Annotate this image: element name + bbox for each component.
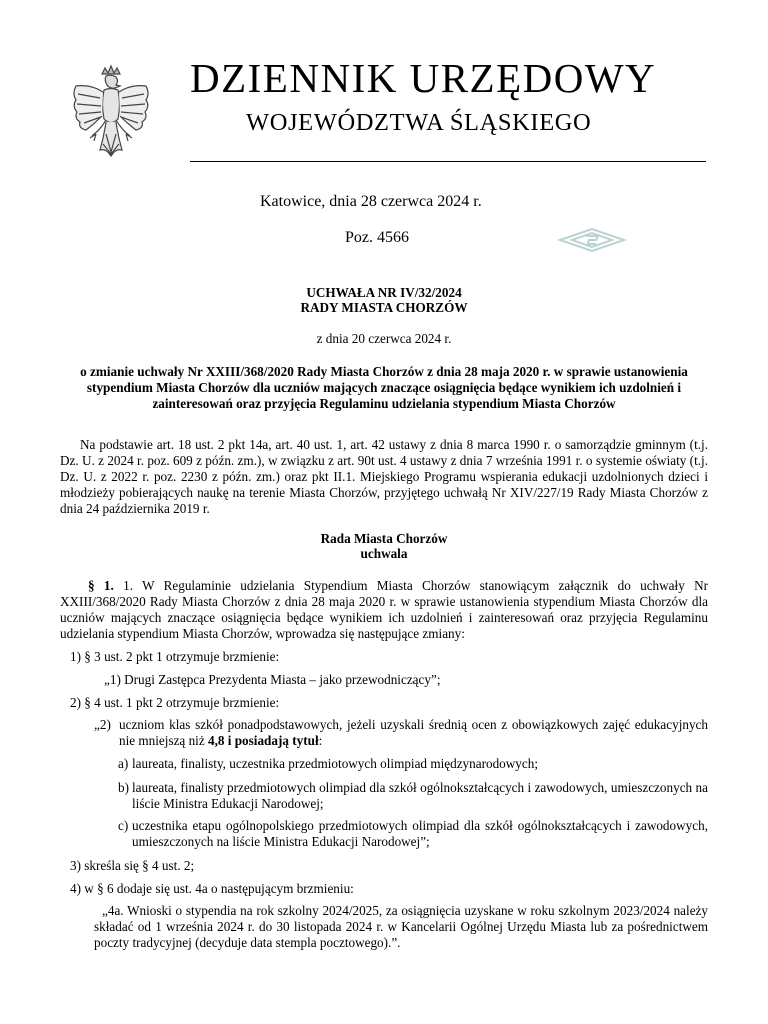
resolution-subject: o zmianie uchwały Nr XXIII/368/2020 Rady Miasta Chorzów z dnia 28 maja 2020 r. w sprawie ustanowienia stypendium Miasta Chorzów dla uczniów mających znaczące osiągnięcia będące wynikiem ich uzdolnień i zainteresowań oraz przyjęcia Regulaminu udzielania stypendium Miasta Chorzów <box>80 364 688 411</box>
electronic-stamp-icon <box>556 226 628 254</box>
subpoint-b-label: b) <box>118 780 129 795</box>
section-1-text: 1. W Regulaminie udzielania Stypendium Miasta Chorzów stanowiącym załącznik do uchwały Nr XXIII/368/2020 Rady Miasta Chorzów z dnia 28 maja 2020 r. w sprawie ustanowienia stypendium Miasta Chorzów dla uczniów mających znaczące osiągnięcia będące wynikiem ich uzdolnień i zainteresowań oraz przyjęcia Regulaminu udzielania stypendium Miasta Chorzów, wprowadza się następujące zmiany: <box>60 578 709 641</box>
subpoint-b-text: laureata, finalisty przedmiotowych olimpiad dla szkół ogólnokształcących i zawodowych, umieszczonych na liście Ministra Edukacji Narodowej; <box>132 780 708 811</box>
header-divider <box>190 161 706 162</box>
amendment-2: 2) § 4 ust. 1 pkt 2 otrzymuje brzmienie: <box>70 695 280 710</box>
subpoint-c-label: c) <box>118 818 129 833</box>
amendment-2-number: „2) <box>94 717 111 732</box>
place-date: Katowice, dnia 28 czerwca 2024 r. <box>260 193 482 210</box>
amendment-3: 3) skreśla się § 4 ust. 2; <box>70 858 195 873</box>
legal-basis-paragraph: Na podstawie art. 18 ust. 2 pkt 14a, art. 40 ust. 1, art. 42 ustawy z dnia 8 marca 1990 r. o samorządzie gminnym (t.j. Dz. U. z 2024 r. poz. 609 z późn. zm.), w związku z art. 90t ust. 4 ustawy z dnia 7 września 1991 r. o systemie oświaty (t.j. Dz. U. z 2022 r. poz. 2230 z późn. zm.) oraz pkt II.1. Miejskiego Programu wspierania edukacji uzdolnionych dzieci i młodzieży pobierających naukę na terenie Miasta Chorzów, przyjętego uchwałą Nr XIV/227/19 Rady Miasta Chorzów z dnia 24 października 2019 r. <box>60 437 708 516</box>
resolution-date: z dnia 20 czerwca 2024 r. <box>316 331 452 346</box>
section-1-paragraph <box>60 578 708 642</box>
eagle-emblem-icon <box>66 64 156 166</box>
resolution-issuer: RADY MIASTA CHORZÓW <box>300 300 468 315</box>
council-resolves-block <box>60 531 708 561</box>
amendment-2-text <box>119 717 708 749</box>
amendment-1-text: „1) Drugi Zastępca Prezydenta Miasta – jako przewodniczący”; <box>104 672 441 687</box>
amendment-2-colon: : <box>318 733 323 748</box>
amendment-2-bold: 4,8 i posiadają tytuł <box>207 733 319 748</box>
journal-title: DZIENNIK URZĘDOWY <box>190 55 657 101</box>
position-number: Poz. 4566 <box>345 229 409 246</box>
amendment-4-text: „4a. Wnioski o stypendia na rok szkolny 2024/2025, za osiągnięcia uzyskane w roku szkolnym 2023/2024 należy składać od 1 września 2024 r. do 30 listopada 2024 r. w Kancelarii Ogólnej Urzędu Miasta lub za pośrednictwem poczty tradycyjnej (decyduje data stempla pocztowego).”. <box>94 903 708 950</box>
council-name: Rada Miasta Chorzów <box>320 531 448 546</box>
resolution-number: UCHWAŁA NR IV/32/2024 <box>306 285 462 300</box>
subpoint-a-text: laureata, finalisty, uczestnika przedmiotowych olimpiad międzynarodowych; <box>132 756 538 771</box>
amendment-4: 4) w § 6 dodaje się ust. 4a o następującym brzmieniu: <box>70 881 354 896</box>
subpoint-c-text: uczestnika etapu ogólnopolskiego przedmiotowych olimpiad dla szkół ogólnokształcących i zawodowych, umieszczonych na liście Ministra Edukacji Narodowej”; <box>132 818 708 849</box>
amendment-2-body: uczniom klas szkół ponadpodstawowych, jeżeli uzyskali średnią ocen z obowiązkowych zajęć edukacyjnych nie mniejszą niż <box>119 717 708 748</box>
subpoint-a-label: a) <box>118 756 129 771</box>
journal-subtitle: WOJEWÓDZTWA ŚLĄSKIEGO <box>246 109 592 136</box>
resolution-title <box>60 285 708 315</box>
section-1-label: § 1. <box>88 578 114 593</box>
amendment-1: 1) § 3 ust. 2 pkt 1 otrzymuje brzmienie: <box>70 649 280 664</box>
resolves-word: uchwala <box>360 546 408 561</box>
